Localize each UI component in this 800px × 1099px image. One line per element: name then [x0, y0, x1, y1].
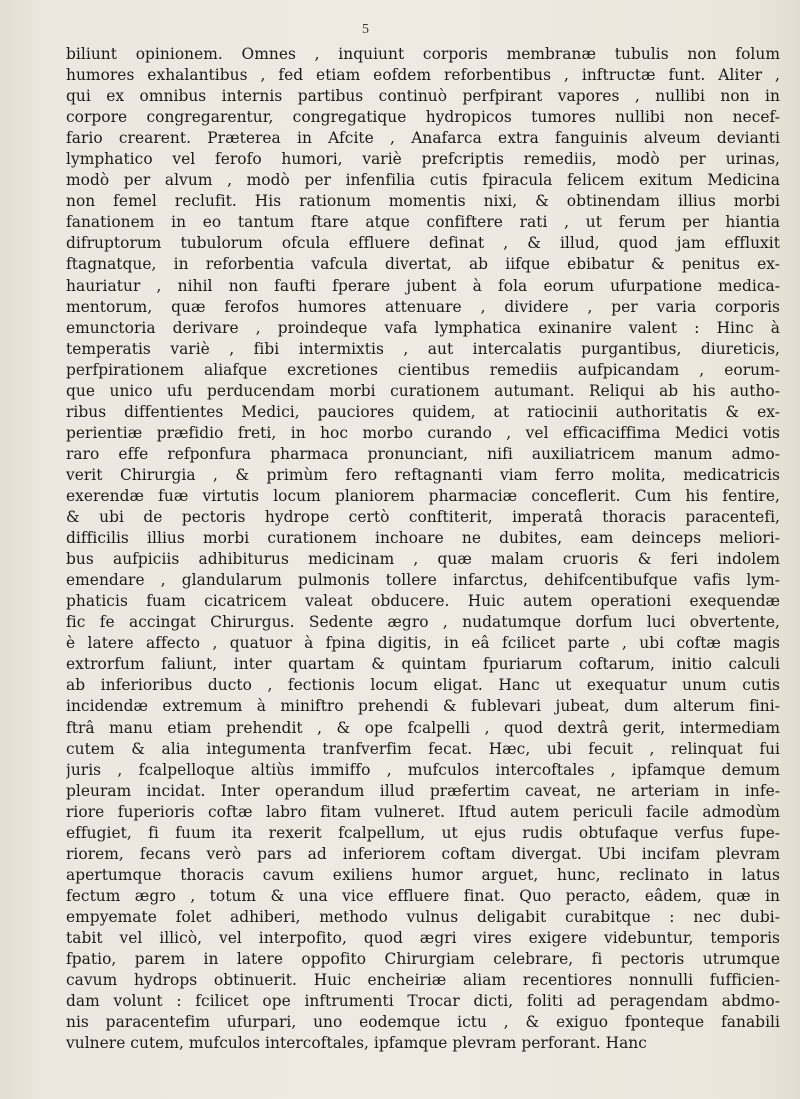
- text-line: exerendæ fuæ virtutis locum planiorem pharmaciæ conceflerit. Cum his fentire,: [66, 486, 780, 505]
- page-folio: 5: [362, 22, 369, 37]
- text-line: corpore congregarentur, congregatique hydropicos tumores nullibi non necef-: [66, 108, 780, 127]
- text-line: ab inferioribus ducto , fectionis locum eligat. Hanc ut exequatur unum cutis: [66, 676, 780, 695]
- text-line: verit Chirurgia , & primùm fero reftagnanti viam ferro molita, medicatricis: [66, 465, 780, 484]
- text-line: qui ex omnibus internis partibus continuò perfpirant vapores , nullibi non in: [66, 87, 780, 106]
- text-line: lymphatico vel ferofo humori, variè prefcriptis remediis, modò per urinas,: [66, 150, 780, 169]
- text-line: ftagnatque, in reforbentia vafcula divertat, ab iifque ebibatur & penitus ex-: [66, 255, 780, 274]
- text-line: non femel reclufit. His rationum momentis nixi, & obtinendam illius morbi: [66, 192, 780, 211]
- text-line: hauriatur , nihil non faufti fperare jubent à fola eorum ufurpatione medica-: [66, 276, 780, 295]
- text-line: que unico ufu perducendam morbi curationem autumant. Reliqui ab his autho-: [66, 381, 780, 400]
- text-line: bus aufpiciis adhibiturus medicinam , quæ malam cruoris & feri indolem: [66, 550, 780, 569]
- text-line: pleuram incidat. Inter operandum illud præfertim caveat, ne arteriam in infe-: [66, 781, 780, 800]
- text-line: effugiet, fi fuum ita rexerit fcalpellum, ut ejus rudis obtufaque verfus fupe-: [66, 823, 780, 842]
- text-line: difficilis illius morbi curationem inchoare ne dubites, eam deinceps meliori-: [66, 529, 780, 548]
- text-line: riorem, fecans verò pars ad inferiorem coftam divergat. Ubi incifam plevram: [66, 844, 780, 863]
- text-line: è latere affecto , quatuor à fpina digitis, in eâ fcilicet parte , ubi coftæ magis: [66, 634, 780, 653]
- text-line: fectum ægro , totum & una vice effluere finat. Quo peracto, eâdem, quæ in: [66, 886, 780, 905]
- text-line: fanationem in eo tantum ftare atque confiftere rati , ut ferum per hiantia: [66, 213, 780, 232]
- text-line: juris , fcalpelloque altiùs immiffo , mufculos intercoftales , ipfamque demum: [66, 760, 780, 779]
- text-line: riore fuperioris coftæ labro fitam vulneret. Iftud autem periculi facile admodùm: [66, 802, 780, 821]
- text-line: modò per alvum , modò per infenfilia cutis fpiracula felicem exitum Medicina: [66, 171, 780, 190]
- text-line: mentorum, quæ ferofos humores attenuare , dividere , per varia corporis: [66, 297, 780, 316]
- text-line: temperatis variè , fibi intermixtis , aut intercalatis purgantibus, diureticis,: [66, 339, 780, 358]
- text-line: humores exhalantibus , fed etiam eofdem reforbentibus , inftructæ funt. Aliter ,: [66, 66, 780, 85]
- text-line: cavum hydrops obtinuerit. Huic encheiriæ aliam recentiores nonnulli fufficien-: [66, 971, 780, 990]
- text-line: fpatio, parem in latere oppofito Chirurgiam celebrare, fi pectoris utrumque: [66, 950, 780, 969]
- text-line: empyemate folet adhiberi, methodo vulnus deligabit curabitque : nec dubi-: [66, 907, 780, 926]
- text-line: biliunt opinionem. Omnes , inquiunt corporis membranæ tubulis non folum: [66, 45, 780, 63]
- text-line: ftrâ manu etiam prehendit , & ope fcalpelli , quod dextrâ gerit, intermediam: [66, 718, 780, 737]
- text-line: fario crearent. Præterea in Afcite , Anafarca extra fanguinis alveum devianti: [66, 129, 780, 148]
- text-line: & ubi de pectoris hydrope certò conftiterit, imperatâ thoracis paracentefi,: [66, 508, 780, 527]
- text-line: apertumque thoracis cavum exiliens humor arguet, hunc, reclinato in latus: [66, 865, 780, 884]
- text-line: difruptorum tubulorum ofcula effluere definat , & illud, quod jam effluxit: [66, 234, 780, 253]
- text-line: dam volunt : fcilicet ope inftrumenti Trocar dicti, foliti ad peragendam abdmo-: [66, 992, 780, 1011]
- text-line: emendare , glandularum pulmonis tollere infarctus, dehifcentibufque vafis lym-: [66, 571, 780, 590]
- body-text: [66, 44, 780, 1054]
- text-line: incidendæ extremum à miniftro prehendi & fublevari jubeat, dum alterum fini-: [66, 697, 780, 716]
- text-line: emunctoria derivare , proindeque vafa lymphatica exinanire valent : Hinc à: [66, 318, 780, 337]
- text-line: fic fe accingat Chirurgus. Sedente ægro , nudatumque dorfum luci obvertente,: [66, 613, 780, 632]
- text-line: perientiæ præfidio freti, in hoc morbo curando , vel efficaciffima Medici votis: [66, 423, 780, 442]
- text-line: extrorfum faliunt, inter quartam & quintam fpuriarum coftarum, initio calculi: [66, 655, 780, 674]
- text-line: vulnere cutem, mufculos intercoftales, ipfamque plevram perforant. Hanc: [66, 1034, 647, 1053]
- text-line: cutem & alia integumenta tranfverfim fecat. Hæc, ubi fecuit , relinquat fui: [66, 739, 780, 758]
- text-line: phaticis fuam cicatricem valeat obducere. Huic autem operationi exequendæ: [66, 592, 780, 611]
- text-line: raro effe refponfura pharmaca pronunciant, nifi auxiliatricem manum admo-: [66, 444, 780, 463]
- text-line: tabit vel illicò, vel interpofito, quod ægri vires exigere videbuntur, temporis: [66, 928, 780, 947]
- text-line: ribus diffentientes Medici, pauciores quidem, at ratiocinii authoritatis & ex-: [66, 402, 780, 421]
- text-line: nis paracentefim ufurpari, uno eodemque ictu , & exiguo fponteque fanabili: [66, 1013, 780, 1032]
- text-line: perfpirationem aliafque excretiones cientibus remediis aufpicandam , eorum-: [66, 360, 780, 379]
